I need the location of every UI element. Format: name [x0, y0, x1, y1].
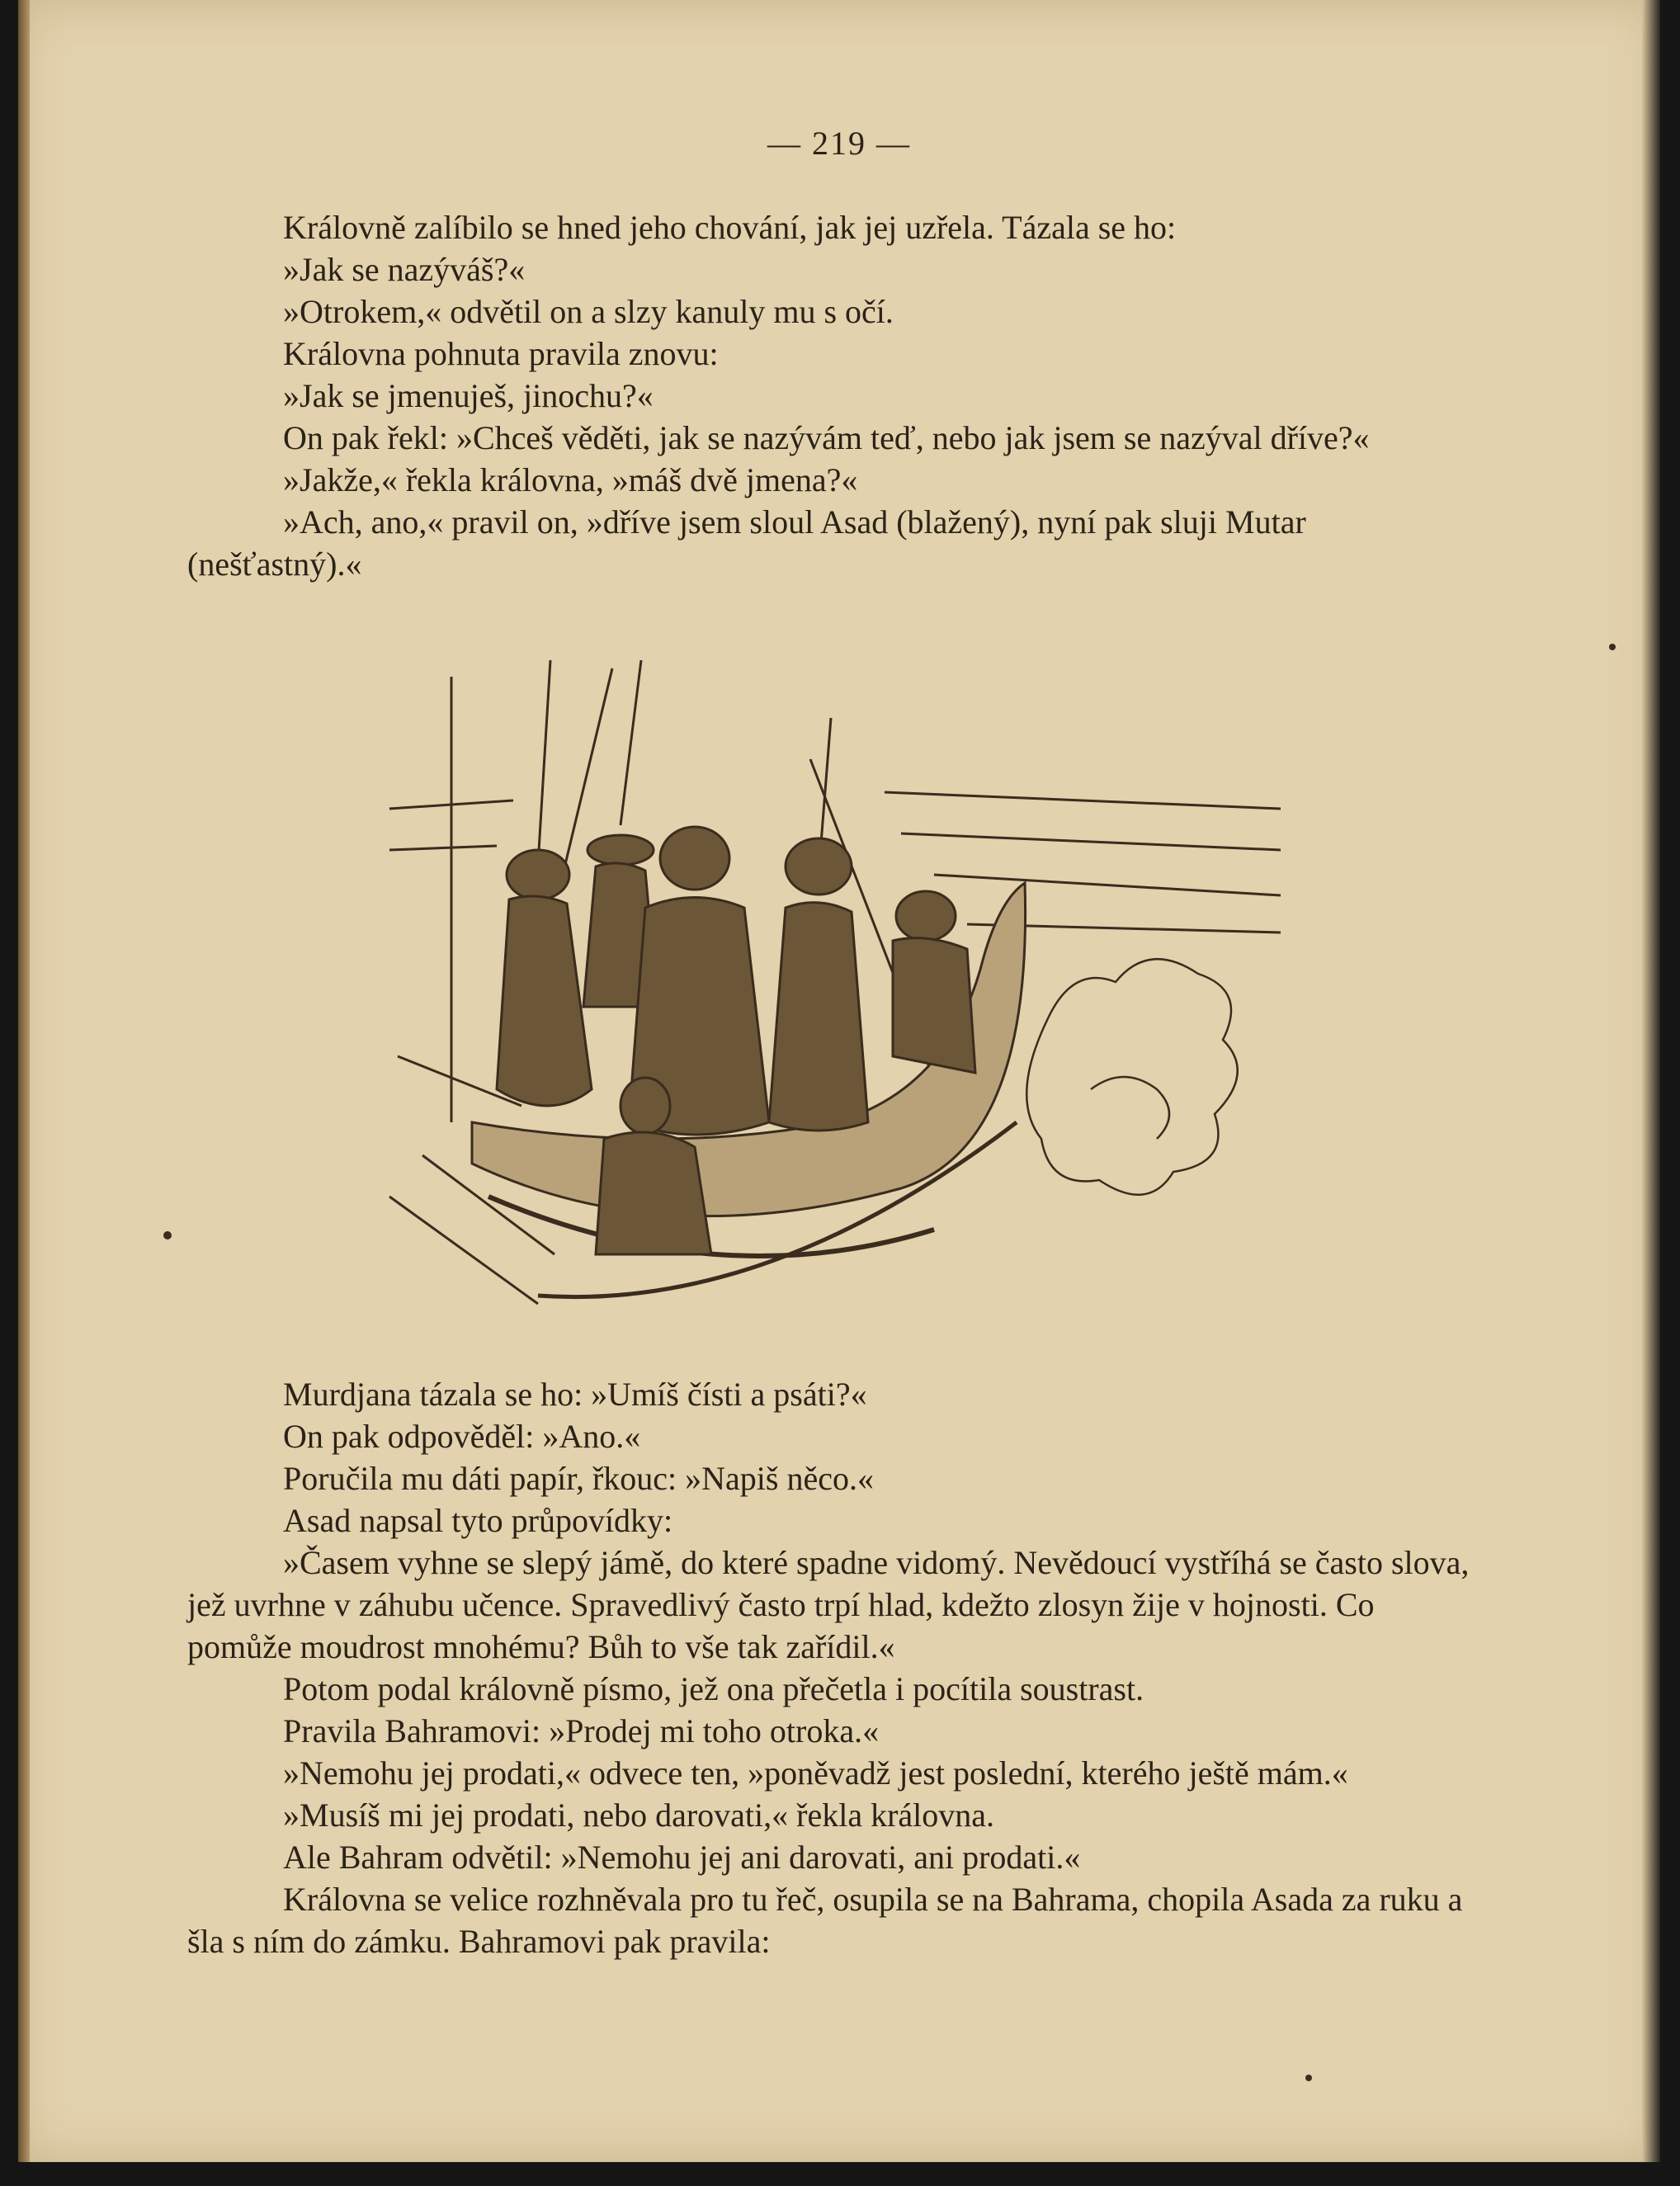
print-speck	[163, 1231, 172, 1239]
paragraph: Královna pohnuta pravila znovu:	[283, 335, 719, 372]
book-page	[18, 0, 1660, 2162]
bottom-text	[187, 1373, 1483, 1962]
ship-illustration	[373, 660, 1305, 1345]
paragraph: Královna se velice rozhněvala pro tu řeč, osupila se na Bahrama, chopila Asada za ruku a šla s ním do zámku. Bahramovi pak pravila:	[187, 1881, 1463, 1960]
paragraph: Murdjana tázala se ho: »Umíš čísti a psáti?«	[283, 1376, 867, 1413]
paragraph: »Otrokem,« odvětil on a slzy kanuly mu s očí.	[283, 293, 894, 330]
paragraph: »Jakže,« řekla královna, »máš dvě jmena?«	[283, 461, 858, 498]
print-speck	[1609, 644, 1616, 650]
page-edge	[1642, 0, 1660, 2162]
paragraph: On pak odpověděl: »Ano.«	[283, 1418, 641, 1455]
print-speck	[1305, 2075, 1312, 2081]
paragraph: »Musíš mi jej prodati, nebo darovati,« řekla královna.	[283, 1796, 995, 1834]
paragraph: »Ach, ano,« pravil on, »dříve jsem sloul Asad (blažený), nyní pak sluji Mutar (nešťastný).«	[187, 503, 1306, 583]
paragraph: Poručila mu dáti papír, řkouc: »Napiš něco.«	[283, 1460, 874, 1497]
book-spine	[18, 0, 30, 2162]
paragraph: »Nemohu jej prodati,« odvece ten, »poněvadž jest poslední, kterého ještě mám.«	[283, 1754, 1348, 1792]
paragraph: »Časem vyhne se slepý jámě, do které spadne vidomý. Nevědoucí vystříhá se často slova, jež uvrhne v záhubu učence. Spravedlivý často trpí hlad, kdežto zlosyn žije v hojnosti. Co pomůže moudrost mnohému? Bůh to vše tak zařídil.«	[187, 1544, 1470, 1665]
paragraph: On pak řekl: »Chceš věděti, jak se nazývám teď, nebo jak jsem se nazýval dříve?«	[283, 419, 1370, 456]
paragraph: Ale Bahram odvětil: »Nemohu jej ani darovati, ani prodati.«	[283, 1839, 1081, 1876]
top-text	[187, 206, 1483, 585]
paragraph: »Jak se nazýváš?«	[283, 251, 526, 288]
paragraph: »Jak se jmenuješ, jinochu?«	[283, 377, 654, 414]
paragraph: Královně zalíbilo se hned jeho chování, jak jej uzřela. Tázala se ho:	[283, 209, 1177, 246]
paragraph: Potom podal královně písmo, jež ona přečetla i pocítila soustrast.	[283, 1670, 1144, 1707]
paragraph: Pravila Bahramovi: »Prodej mi toho otroka.«	[283, 1712, 880, 1749]
page-number: — 219 —	[767, 125, 911, 162]
paragraph: Asad napsal tyto průpovídky:	[283, 1502, 673, 1539]
